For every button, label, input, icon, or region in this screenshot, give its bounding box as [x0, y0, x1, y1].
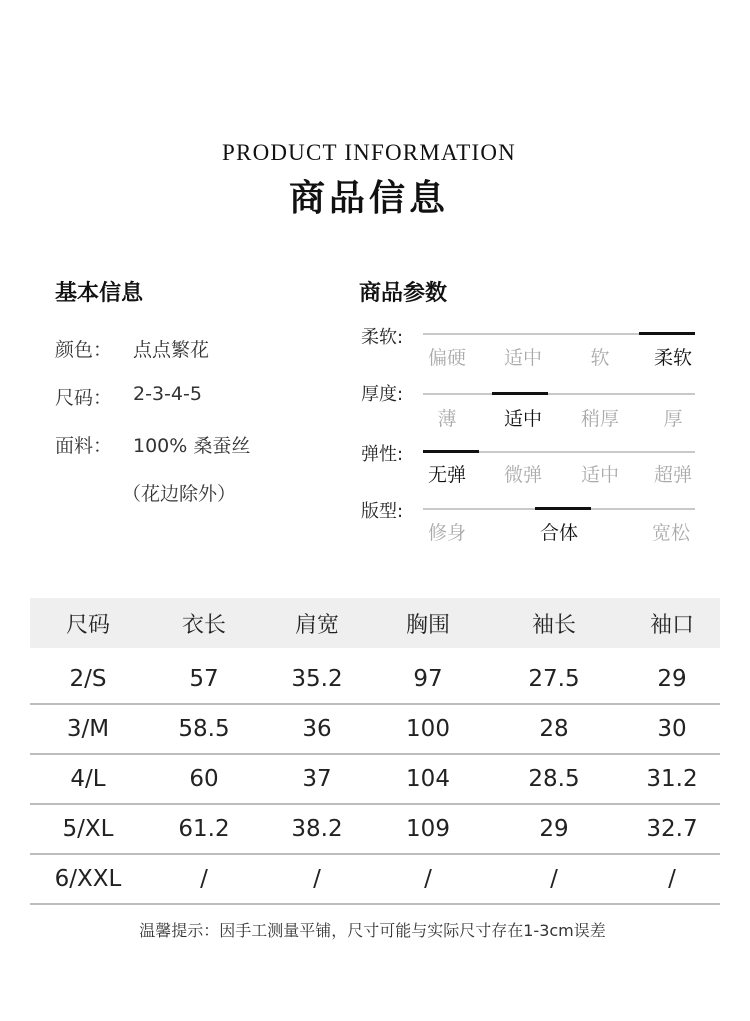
title-english: PRODUCT INFORMATION	[222, 140, 516, 165]
header-sleeve: 袖长	[484, 598, 624, 648]
table-cell: 32.7	[624, 804, 720, 854]
table-cell: 35.2	[262, 648, 372, 704]
header-length: 衣长	[146, 598, 262, 648]
fabric-value: 100% 桑蚕丝	[133, 435, 251, 457]
thickness-option: 薄	[437, 408, 457, 430]
table-row	[30, 854, 720, 904]
fit-option-selected: 合体	[539, 522, 578, 544]
thickness-track	[423, 393, 695, 395]
table-row	[30, 754, 720, 804]
softness-label: 柔软:	[361, 327, 404, 348]
header-cuff: 袖口	[624, 598, 720, 648]
measurement-note: 温馨提示：因手工测量平铺，尺寸可能与实际尺寸存在1-3cm误差	[139, 921, 606, 940]
header-size: 尺码	[30, 598, 146, 648]
color-value: 点点繁花	[133, 339, 210, 361]
table-cell: /	[624, 854, 720, 904]
elasticity-marker	[423, 450, 479, 453]
table-header-row	[30, 598, 720, 648]
size-table	[30, 598, 720, 905]
table-cell: 37	[262, 754, 372, 804]
fit-marker	[535, 507, 591, 510]
table-cell: 29	[484, 804, 624, 854]
fit-option: 修身	[427, 522, 466, 544]
table-cell: 31.2	[624, 754, 720, 804]
title-chinese: 商品信息	[288, 178, 449, 219]
table-cell: 28	[484, 704, 624, 754]
table-cell: 28.5	[484, 754, 624, 804]
table-cell: 58.5	[146, 704, 262, 754]
thickness-label: 厚度:	[361, 384, 404, 405]
table-cell: 3/M	[30, 704, 146, 754]
table-cell: 57	[146, 648, 262, 704]
softness-option: 软	[590, 347, 610, 369]
table-cell: 104	[372, 754, 484, 804]
softness-option: 适中	[503, 347, 542, 369]
softness-marker	[639, 332, 695, 335]
thickness-option: 稍厚	[580, 408, 619, 430]
table-cell: 38.2	[262, 804, 372, 854]
header-shoulder: 肩宽	[262, 598, 372, 648]
size-value: 2-3-4-5	[133, 383, 202, 405]
fit-option: 宽松	[651, 522, 690, 544]
table-row	[30, 804, 720, 854]
table-cell: 100	[372, 704, 484, 754]
fabric-note: （花边除外）	[122, 483, 237, 505]
table-cell: 60	[146, 754, 262, 804]
elasticity-option: 超弹	[653, 464, 692, 486]
table-cell: /	[146, 854, 262, 904]
table-cell: 4/L	[30, 754, 146, 804]
basic-info-heading: 基本信息	[55, 281, 144, 306]
table-cell: 29	[624, 648, 720, 704]
softness-option-selected: 柔软	[653, 347, 692, 369]
table-cell: 36	[262, 704, 372, 754]
softness-option: 偏硬	[427, 347, 466, 369]
header-chest: 胸围	[372, 598, 484, 648]
thickness-marker	[492, 392, 548, 395]
elasticity-option-selected: 无弹	[427, 464, 466, 486]
elasticity-option: 适中	[580, 464, 619, 486]
fit-label: 版型:	[361, 501, 404, 522]
table-row	[30, 648, 720, 704]
table-cell: 97	[372, 648, 484, 704]
table-cell: /	[372, 854, 484, 904]
table-cell: 6/XXL	[30, 854, 146, 904]
elasticity-label: 弹性:	[361, 444, 404, 465]
table-cell: 5/XL	[30, 804, 146, 854]
table-cell: 109	[372, 804, 484, 854]
elasticity-option: 微弹	[503, 464, 542, 486]
size-label: 尺码：	[55, 387, 113, 409]
table-cell: 27.5	[484, 648, 624, 704]
table-cell: /	[484, 854, 624, 904]
params-heading: 商品参数	[359, 281, 448, 306]
thickness-option: 厚	[663, 408, 683, 430]
table-row	[30, 704, 720, 754]
fabric-label: 面料：	[55, 435, 113, 457]
table-cell: /	[262, 854, 372, 904]
table-cell: 61.2	[146, 804, 262, 854]
table-cell: 2/S	[30, 648, 146, 704]
thickness-option-selected: 适中	[503, 408, 542, 430]
color-label: 颜色：	[55, 339, 113, 361]
table-cell: 30	[624, 704, 720, 754]
